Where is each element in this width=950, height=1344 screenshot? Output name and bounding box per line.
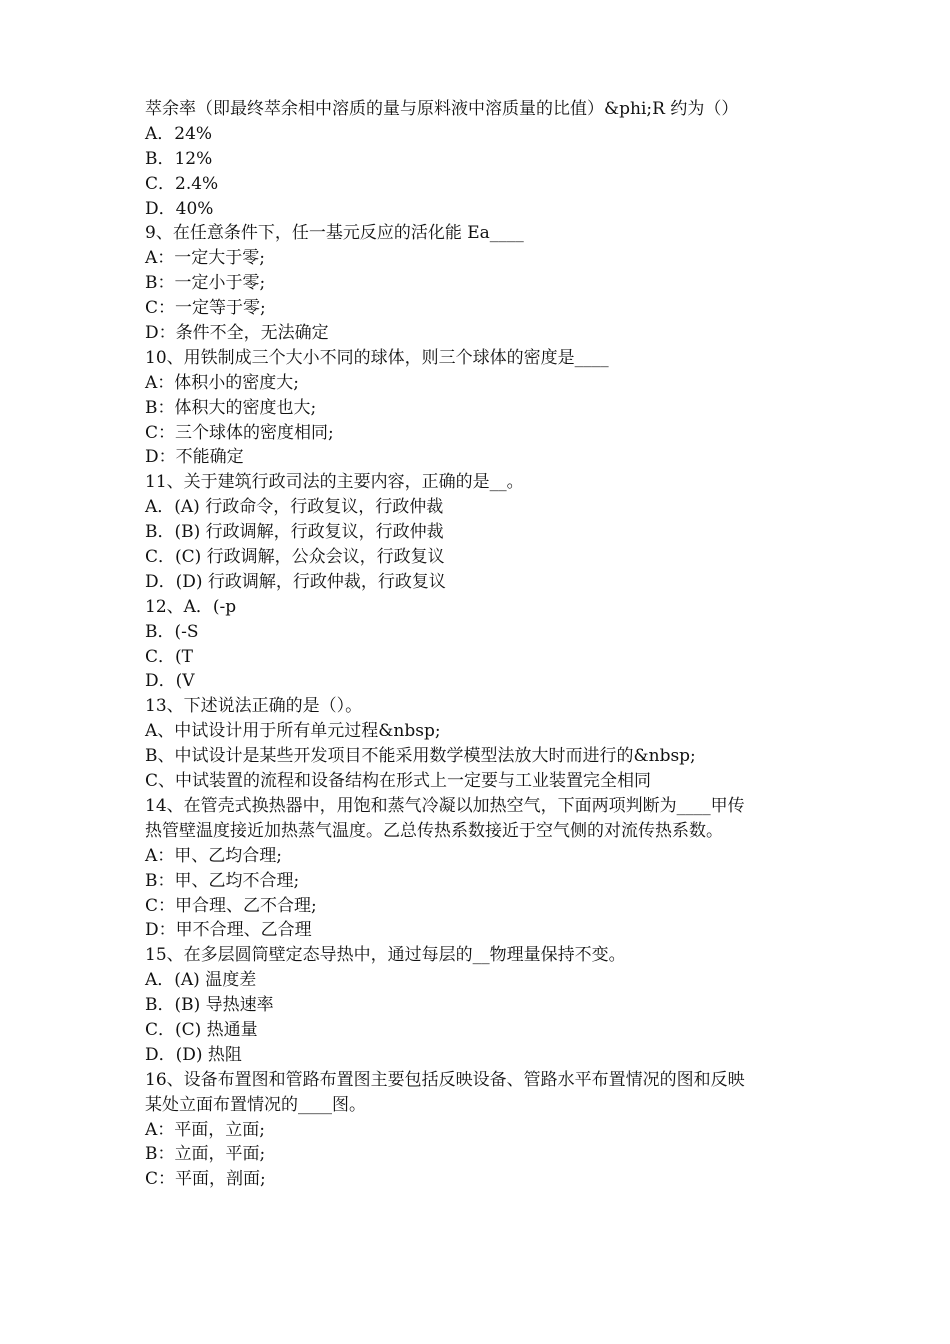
question-15: 15、在多层圆筒壁定态导热中，通过每层的__物理量保持不变。 (145, 945, 626, 966)
option-b: B：甲、乙均不合理; (145, 870, 300, 891)
option-b: B．(B) 导热速率 (145, 995, 274, 1016)
option-c: C：甲合理、乙不合理; (145, 895, 317, 916)
question-11: 11、关于建筑行政司法的主要内容，正确的是__。 (145, 472, 524, 493)
option-c: C．(T (145, 646, 193, 667)
option-a: A：体积小的密度大; (145, 372, 300, 393)
option-c: C．(C) 行政调解，公众会议，行政复议 (145, 547, 445, 568)
option-a: A：甲、乙均合理; (145, 845, 283, 866)
option-b: B：一定小于零; (145, 273, 266, 294)
question-10: 10、用铁制成三个大小不同的球体，则三个球体的密度是____ (145, 347, 609, 368)
question-14-continued: 热管壁温度接近加热蒸气温度。乙总传热系数接近于空气侧的对流传热系数。 (145, 820, 723, 841)
option-d: D：条件不全，无法确定 (145, 323, 329, 344)
option-a: A：平面，立面; (145, 1119, 266, 1140)
option-d: D．40% (145, 198, 214, 219)
option-b: B．(B) 行政调解，行政复议，行政仲裁 (145, 522, 444, 543)
option-a: A．24% (145, 123, 213, 144)
question-12: 12、A．(-p (145, 596, 237, 617)
option-a: A、中试设计用于所有单元过程&nbsp; (145, 721, 441, 742)
option-c: C．(C) 热通量 (145, 1019, 258, 1040)
option-b: B：体积大的密度也大; (145, 397, 317, 418)
option-d: D：甲不合理、乙合理 (145, 920, 312, 941)
option-a: A：一定大于零; (145, 248, 266, 269)
option-c: C．2.4% (145, 173, 219, 194)
question-16: 16、设备布置图和管路布置图主要包括反映设备、管路水平布置情况的图和反映 (145, 1069, 745, 1090)
option-b: B：立面，平面; (145, 1144, 266, 1165)
option-d: D．(D) 行政调解，行政仲裁，行政复议 (145, 571, 446, 592)
option-a: A．(A) 行政命令，行政复议，行政仲裁 (145, 497, 444, 518)
option-d: D．(V (145, 671, 195, 692)
question-9: 9、在任意条件下，任一基元反应的活化能 Ea____ (145, 223, 524, 244)
option-c: C：三个球体的密度相同; (145, 422, 334, 443)
option-c: C、中试装置的流程和设备结构在形式上一定要与工业装置完全相同 (145, 771, 652, 792)
question-13: 13、下述说法正确的是（）。 (145, 696, 363, 717)
option-c: C：一定等于零; (145, 298, 266, 319)
option-c: C：平面，剖面; (145, 1169, 266, 1190)
option-a: A．(A) 温度差 (145, 970, 257, 991)
option-d: D：不能确定 (145, 447, 244, 468)
question-text: 萃余率（即最终萃余相中溶质的量与原料液中溶质量的比值）&phi;R 约为（） (145, 99, 739, 119)
question-14: 14、在管壳式换热器中，用饱和蒸气冷凝以加热空气，下面两项判断为____甲传 (145, 795, 745, 816)
question-16-continued: 某处立面布置情况的____图。 (145, 1094, 366, 1115)
option-b: B．12% (145, 148, 213, 169)
option-b: B．(-S (145, 621, 199, 642)
document-page (145, 97, 825, 1192)
option-d: D．(D) 热阻 (145, 1044, 242, 1065)
option-b: B、中试设计是某些开发项目不能采用数学模型法放大时而进行的&nbsp; (145, 746, 696, 767)
